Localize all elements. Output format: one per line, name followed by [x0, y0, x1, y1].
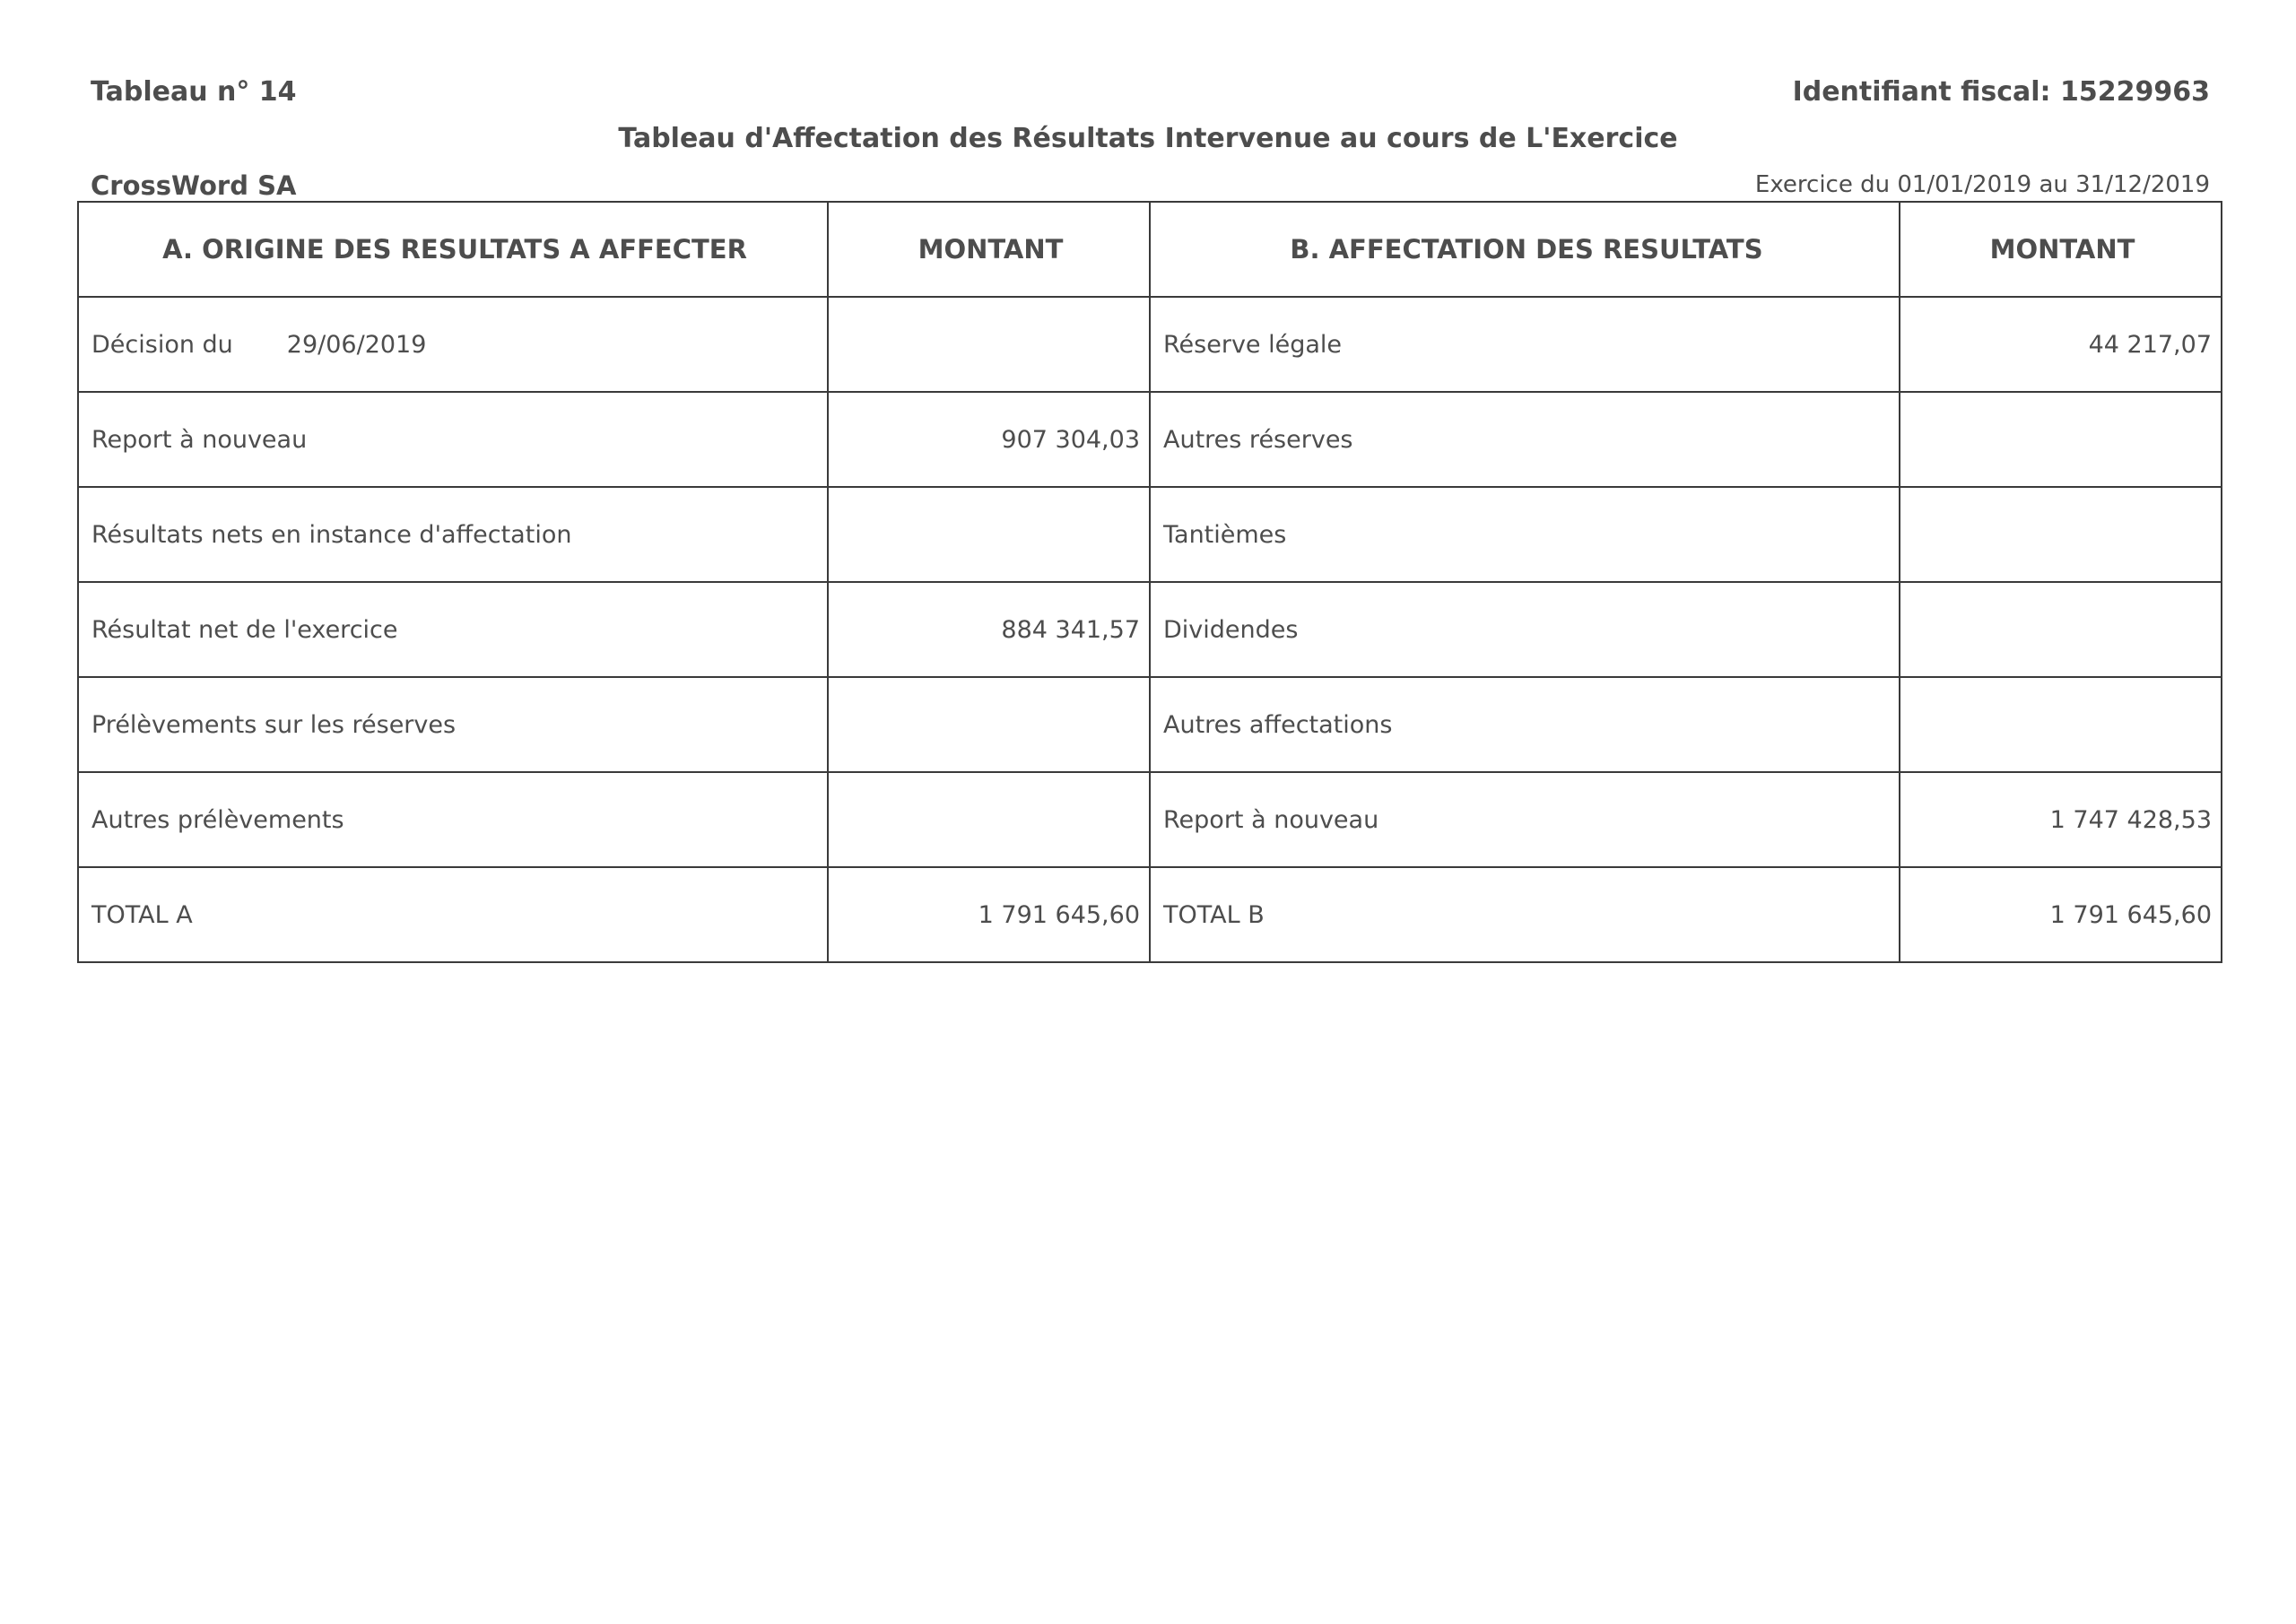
origin-label: Autres prélèvements [78, 772, 828, 867]
tableau-number: Tableau n° 14 [91, 76, 297, 108]
table-row [78, 582, 2222, 677]
company-name: CrossWord SA [91, 170, 297, 201]
origin-label: Report à nouveau [78, 392, 828, 487]
total-b-label: TOTAL B [1150, 867, 1900, 962]
origin-amount: 884 341,57 [828, 582, 1150, 677]
table-row [78, 392, 2222, 487]
table-row [78, 297, 2222, 392]
total-a-amount: 1 791 645,60 [828, 867, 1150, 962]
affectation-table [77, 201, 2222, 963]
column-header-affectation: B. AFFECTATION DES RESULTATS [1150, 202, 1900, 297]
origin-label-cell [78, 297, 828, 392]
decision-date: 29/06/2019 [286, 330, 427, 359]
total-a-label: TOTAL A [78, 867, 828, 962]
origin-amount [828, 677, 1150, 772]
affectation-amount [1900, 582, 2222, 677]
affectation-amount [1900, 677, 2222, 772]
affectation-label: Tantièmes [1150, 487, 1900, 582]
origin-label: Décision du [91, 330, 233, 359]
origin-amount: 907 304,03 [828, 392, 1150, 487]
total-row [78, 867, 2222, 962]
page-title: Tableau d'Affectation des Résultats Intervenue au cours de L'Exercice [618, 123, 1678, 154]
affectation-label: Réserve légale [1150, 297, 1900, 392]
affectation-amount [1900, 392, 2222, 487]
affectation-amount [1900, 487, 2222, 582]
affectation-amount: 44 217,07 [1900, 297, 2222, 392]
origin-amount [828, 487, 1150, 582]
table-row [78, 677, 2222, 772]
column-header-origin: A. ORIGINE DES RESULTATS A AFFECTER [78, 202, 828, 297]
fiscal-identifier: Identifiant fiscal: 15229963 [1792, 76, 2210, 108]
affectation-label: Report à nouveau [1150, 772, 1900, 867]
origin-amount [828, 297, 1150, 392]
table-row [78, 772, 2222, 867]
fiscal-period: Exercice du 01/01/2019 au 31/12/2019 [1754, 171, 2210, 198]
origin-amount [828, 772, 1150, 867]
affectation-label: Autres affectations [1150, 677, 1900, 772]
affectation-label: Autres réserves [1150, 392, 1900, 487]
origin-label: Résultat net de l'exercice [78, 582, 828, 677]
affectation-amount: 1 747 428,53 [1900, 772, 2222, 867]
origin-label: Résultats nets en instance d'affectation [78, 487, 828, 582]
total-b-amount: 1 791 645,60 [1900, 867, 2222, 962]
column-header-origin-amount: MONTANT [828, 202, 1150, 297]
table-row [78, 487, 2222, 582]
column-header-affectation-amount: MONTANT [1900, 202, 2222, 297]
table-header-row [78, 202, 2222, 297]
affectation-label: Dividendes [1150, 582, 1900, 677]
origin-label: Prélèvements sur les réserves [78, 677, 828, 772]
